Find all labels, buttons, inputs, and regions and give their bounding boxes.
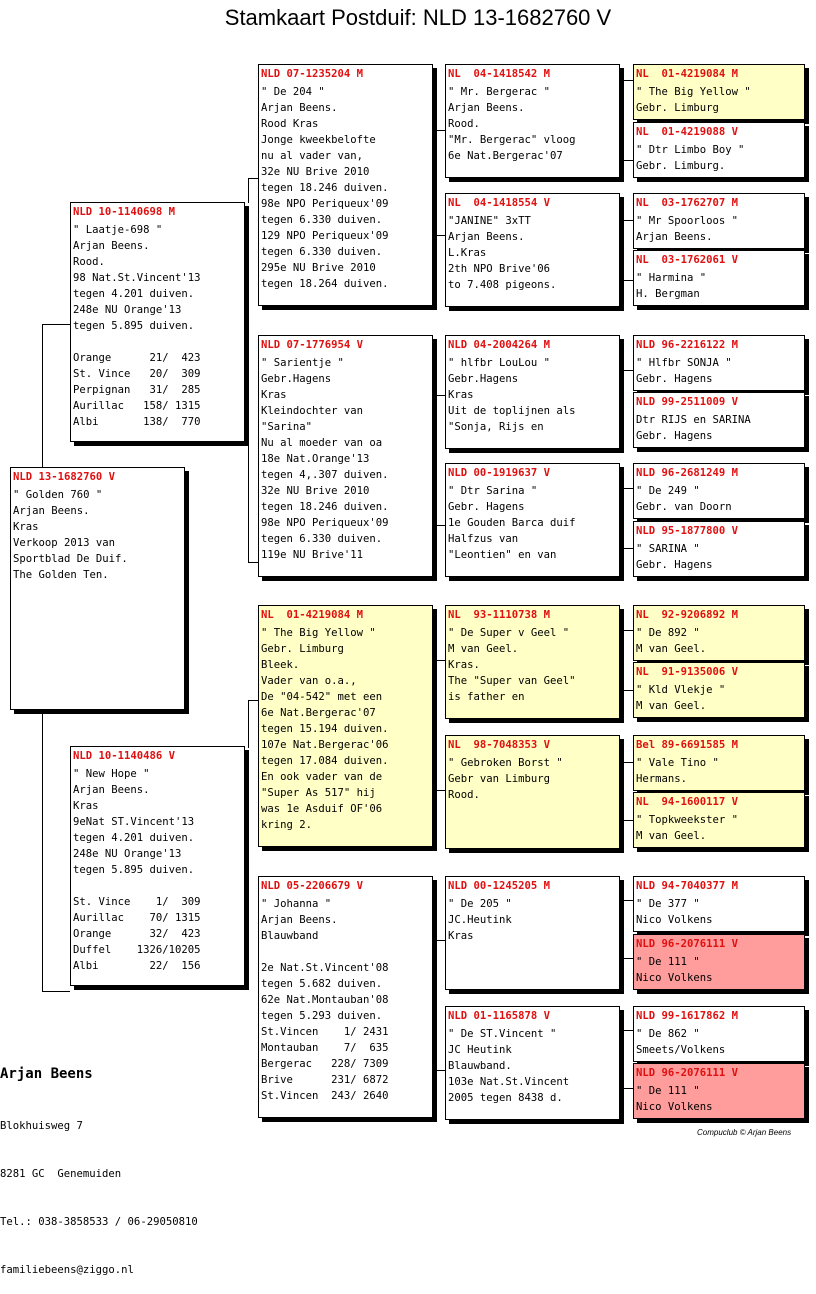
- bird-info-line: 18e Nat.Orange'13: [261, 453, 370, 465]
- bird-info-line: Halfzus van: [448, 533, 519, 545]
- bird-info-line: [73, 334, 242, 350]
- bird-info-line: Perpignan 31/ 285: [73, 384, 201, 396]
- connector-line: [623, 370, 624, 415]
- bird-info-line: Albi 138/ 770: [73, 416, 201, 428]
- bird-info-line: tegen 6.330 duiven.: [261, 214, 383, 226]
- bird-card-mf[interactable]: [258, 605, 433, 847]
- bird-info-line: tegen 4,.307 duiven.: [261, 469, 389, 481]
- bird-info-line: tegen 4.201 duiven.: [73, 832, 195, 844]
- connector-line: [248, 700, 258, 701]
- bird-card-mfm[interactable]: [445, 735, 620, 849]
- bird-info-line: JC Heutink: [448, 1044, 512, 1056]
- connector-line: [435, 1070, 445, 1071]
- bird-card-father[interactable]: [70, 202, 245, 442]
- bird-info-line: H. Bergman: [636, 288, 700, 300]
- bird-info-line: Dtr RIJS en SARINA: [636, 414, 751, 426]
- bird-card-mother[interactable]: [70, 746, 245, 986]
- bird-info-line: 62e Nat.Montauban'08: [261, 994, 389, 1006]
- bird-info-line: " De 111 ": [636, 956, 700, 968]
- bird-info-line: " De 377 ": [636, 898, 700, 910]
- bird-info-line: JC.Heutink: [448, 914, 512, 926]
- bird-info-line: tegen 5.682 duiven.: [261, 978, 383, 990]
- ring-number: NLD 99-2511009 V: [636, 396, 739, 408]
- connector-line: [435, 130, 436, 185]
- bird-info-line: Albi 22/ 156: [73, 960, 201, 972]
- bird-info-line: " De 892 ": [636, 627, 700, 639]
- bird-info-line: Blauwband: [261, 930, 319, 942]
- bird-info-line: to 7.408 pigeons.: [448, 279, 557, 291]
- ring-number: NL 04-1418542 M: [448, 68, 551, 80]
- bird-info-line: 119e NU Brive'11: [261, 549, 364, 561]
- bird-info-line: Aurillac 70/ 1315: [73, 912, 201, 924]
- ring-number: NL 98-7048353 V: [448, 739, 551, 751]
- ring-number: NLD 94-7040377 M: [636, 880, 739, 892]
- connector-line: [623, 690, 633, 691]
- bird-info-line: " Dtr Sarina ": [448, 485, 538, 497]
- connector-line: [248, 178, 249, 203]
- connector-line: [42, 324, 70, 325]
- bird-info-line: Gebr.Hagens: [261, 373, 332, 385]
- connector-line: [42, 714, 43, 991]
- connector-line: [435, 660, 445, 661]
- connector-line: [435, 525, 445, 526]
- bird-info-line: [73, 878, 242, 894]
- bird-info-line: En ook vader van de: [261, 771, 383, 783]
- bird-info-line: Gebr. Hagens: [448, 501, 525, 513]
- bird-info-line: Kras: [73, 800, 99, 812]
- bird-info-line: Verkoop 2013 van: [13, 537, 116, 549]
- connector-line: [435, 395, 436, 465]
- bird-info-line: 9eNat ST.Vincent'13: [73, 816, 195, 828]
- bird-info-line: M van Geel.: [636, 643, 707, 655]
- bird-card-fffm[interactable]: [633, 122, 805, 178]
- bird-info-line: De "04-542" met een: [261, 691, 383, 703]
- bird-info-line: tegen 5.293 duiven.: [261, 1010, 383, 1022]
- bird-info-line: 6e Nat.Bergerac'07: [448, 150, 563, 162]
- bird-info-line: " Johanna ": [261, 898, 332, 910]
- ring-number: NL 93-1110738 M: [448, 609, 551, 621]
- ring-number: NL 92-9206892 M: [636, 609, 739, 621]
- connector-line: [623, 370, 633, 371]
- bird-info-line: Rood.: [73, 256, 105, 268]
- bird-card-fmmf[interactable]: [633, 463, 805, 519]
- bird-info-line: nu al vader van,: [261, 150, 364, 162]
- bird-card-ffm[interactable]: [445, 193, 620, 307]
- bird-info-line: tegen 17.084 duiven.: [261, 755, 389, 767]
- bird-info-line: Gebr. Hagens: [636, 373, 713, 385]
- connector-line: [623, 762, 624, 820]
- ring-number: NLD 13-1682760 V: [13, 471, 116, 483]
- bird-info-line: 2005 tegen 8438 d.: [448, 1092, 563, 1104]
- connector-line: [623, 280, 633, 281]
- bird-info-line: "JANINE" 3xTT: [448, 215, 531, 227]
- bird-info-line: M van Geel.: [636, 700, 707, 712]
- bird-info-line: " Golden 760 ": [13, 489, 103, 501]
- owner-email[interactable]: familiebeens@ziggo.nl: [0, 1264, 134, 1276]
- bird-info-line: " Laatje-698 ": [73, 224, 163, 236]
- connector-line: [623, 80, 624, 160]
- bird-info-line: [261, 944, 430, 960]
- bird-info-line: Kleindochter van: [261, 405, 364, 417]
- bird-info-line: Kras: [261, 389, 287, 401]
- ring-number: NLD 04-2004264 M: [448, 339, 551, 351]
- connector-line: [623, 548, 633, 549]
- bird-info-line: Hermans.: [636, 773, 688, 785]
- connector-line: [435, 660, 436, 790]
- bird-info-line: Arjan Beens.: [73, 784, 150, 796]
- bird-info-line: " De ST.Vincent ": [448, 1028, 557, 1040]
- connector-line: [42, 324, 43, 469]
- bird-info-line: 2e Nat.St.Vincent'08: [261, 962, 389, 974]
- bird-info-line: " Topkweekster ": [636, 814, 739, 826]
- bird-info-line: " Sarientje ": [261, 357, 344, 369]
- bird-info-line: 2th NPO Brive'06: [448, 263, 551, 275]
- bird-card-fmfm[interactable]: [633, 392, 805, 448]
- bird-info-line: " Kld Vlekje ": [636, 684, 726, 696]
- owner-phone: Tel.: 038-3858533 / 06-29050810: [0, 1216, 198, 1228]
- bird-info-line: tegen 15.194 duiven.: [261, 723, 389, 735]
- connector-line: [623, 958, 633, 959]
- bird-info-line: Arjan Beens.: [73, 240, 150, 252]
- bird-info-line: Rood.: [448, 789, 480, 801]
- bird-info-line: 248e NU Orange'13: [73, 304, 182, 316]
- connector-line: [435, 130, 445, 131]
- bird-info-line: Orange 32/ 423: [73, 928, 201, 940]
- ring-number: NLD 96-2076111 V: [636, 938, 739, 950]
- connector-line: [623, 220, 624, 280]
- bird-info-line: Brive 231/ 6872: [261, 1074, 389, 1086]
- bird-info-line: Smeets/Volkens: [636, 1044, 726, 1056]
- bird-info-line: Gebr. Limburg.: [636, 160, 726, 172]
- bird-card-ffff[interactable]: [633, 64, 805, 120]
- connector-line: [623, 160, 633, 161]
- ring-number: NLD 07-1235204 M: [261, 68, 364, 80]
- bird-info-line: Gebr. Limburg: [261, 643, 344, 655]
- bird-info-line: Gebr. Hagens: [636, 430, 713, 442]
- bird-card-mmmm[interactable]: [633, 1063, 805, 1119]
- bird-info-line: Vader van o.a.,: [261, 675, 357, 687]
- owner-name: Arjan Beens: [0, 1066, 93, 1082]
- bird-info-line: Kras: [448, 930, 474, 942]
- bird-info-line: Aurillac 158/ 1315: [73, 400, 201, 412]
- bird-info-line: The Golden Ten.: [13, 569, 109, 581]
- connector-line: [623, 220, 633, 221]
- bird-info-line: "Leontien" en van: [448, 549, 557, 561]
- ring-number: NLD 00-1919637 V: [448, 467, 551, 479]
- ring-number: NLD 07-1776954 V: [261, 339, 364, 351]
- bird-info-line: Gebr van Limburg: [448, 773, 551, 785]
- bird-info-line: Gebr. Hagens: [636, 559, 713, 571]
- bird-info-line: " Hlfbr SONJA ": [636, 357, 732, 369]
- bird-info-line: tegen 18.264 duiven.: [261, 278, 389, 290]
- bird-info-line: Gebr. Limburg: [636, 102, 719, 114]
- bird-info-line: 32e NU Brive 2010: [261, 166, 370, 178]
- connector-line: [623, 630, 624, 690]
- page-title: Stamkaart Postduif: NLD 13-1682760 V: [224, 5, 612, 30]
- bird-info-line: tegen 6.330 duiven.: [261, 246, 383, 258]
- bird-info-line: Arjan Beens.: [261, 914, 338, 926]
- bird-info-line: Orange 21/ 423: [73, 352, 201, 364]
- bird-info-line: was 1e Asduif OF'06: [261, 803, 383, 815]
- connector-line: [623, 762, 633, 763]
- bird-info-line: kring 2.: [261, 819, 313, 831]
- connector-line: [623, 1030, 624, 1088]
- bird-card-mffm[interactable]: [633, 662, 805, 718]
- connector-line: [623, 820, 633, 821]
- bird-info-line: " De 204 ": [261, 86, 325, 98]
- connector-line: [248, 178, 258, 179]
- ring-number: NLD 10-1140486 V: [73, 750, 176, 762]
- bird-info-line: Blauwband.: [448, 1060, 512, 1072]
- bird-card-mmf[interactable]: [445, 876, 620, 990]
- bird-info-line: tegen 18.246 duiven.: [261, 182, 389, 194]
- bird-info-line: 32e NU Brive 2010: [261, 485, 370, 497]
- bird-info-line: " Harmina ": [636, 272, 707, 284]
- bird-info-line: " De Super v Geel ": [448, 627, 570, 639]
- bird-info-line: " Dtr Limbo Boy ": [636, 144, 745, 156]
- ring-number: NL 94-1600117 V: [636, 796, 739, 808]
- bird-info-line: " hlfbr LouLou ": [448, 357, 551, 369]
- bird-card-mfff[interactable]: [633, 605, 805, 661]
- bird-info-line: Montauban 7/ 635: [261, 1042, 389, 1054]
- connector-line: [435, 235, 445, 236]
- bird-card-fmmm[interactable]: [633, 521, 805, 577]
- bird-info-line: Jonge kweekbelofte: [261, 134, 376, 146]
- bird-info-line: Bleek.: [261, 659, 300, 671]
- ring-number: NL 03-1762707 M: [636, 197, 739, 209]
- bird-info-line: " Mr Spoorloos ": [636, 215, 739, 227]
- bird-card-fmff[interactable]: [633, 335, 805, 391]
- ring-number: NLD 95-1877800 V: [636, 525, 739, 537]
- ring-number: NLD 01-1165878 V: [448, 1010, 551, 1022]
- bird-card-mmm[interactable]: [445, 1006, 620, 1120]
- bird-card-fmm[interactable]: [445, 463, 620, 577]
- ring-number: NL 03-1762061 V: [636, 254, 739, 266]
- bird-info-line: L.Kras: [448, 247, 487, 259]
- bird-info-line: Nico Volkens: [636, 1101, 713, 1113]
- bird-info-line: " Vale Tino ": [636, 757, 719, 769]
- connector-line: [248, 700, 249, 748]
- connector-line: [623, 488, 633, 489]
- connector-line: [623, 630, 633, 631]
- bird-card-subject[interactable]: [10, 467, 185, 710]
- ring-number: NLD 96-2681249 M: [636, 467, 739, 479]
- bird-info-line: "Sonja, Rijs en: [448, 421, 544, 433]
- connector-line: [435, 940, 436, 1070]
- bird-info-line: St. Vince 1/ 309: [73, 896, 201, 908]
- bird-info-line: Nu al moeder van oa: [261, 437, 383, 449]
- bird-card-fff[interactable]: [445, 64, 620, 178]
- connector-line: [623, 1088, 633, 1089]
- bird-info-line: St.Vincen 243/ 2640: [261, 1090, 389, 1102]
- bird-info-line: 98e NPO Periqueux'09: [261, 517, 389, 529]
- connector-line: [435, 940, 445, 941]
- bird-card-fm[interactable]: [258, 335, 433, 577]
- bird-card-ffmf[interactable]: [633, 193, 805, 249]
- bird-info-line: " De 111 ": [636, 1085, 700, 1097]
- bird-info-line: " Gebroken Borst ": [448, 757, 563, 769]
- bird-info-line: Arjan Beens.: [13, 505, 90, 517]
- ring-number: NLD 00-1245205 M: [448, 880, 551, 892]
- connector-line: [435, 790, 445, 791]
- bird-info-line: 98e NPO Periqueux'09: [261, 198, 389, 210]
- bird-info-line: Gebr. van Doorn: [636, 501, 732, 513]
- bird-info-line: tegen 18.246 duiven.: [261, 501, 389, 513]
- bird-info-line: 98 Nat.St.Vincent'13: [73, 272, 201, 284]
- bird-info-line: " The Big Yellow ": [261, 627, 376, 639]
- bird-info-line: " De 862 ": [636, 1028, 700, 1040]
- connector-line: [623, 80, 633, 81]
- bird-info-line: " The Big Yellow ": [636, 86, 751, 98]
- bird-card-mmmf[interactable]: [633, 1006, 805, 1062]
- bird-info-line: Arjan Beens.: [448, 102, 525, 114]
- bird-info-line: Nico Volkens: [636, 914, 713, 926]
- bird-info-line: The "Super van Geel": [448, 675, 576, 687]
- bird-info-line: "Mr. Bergerac" vloog: [448, 134, 576, 146]
- ring-number: NL 01-4219088 V: [636, 126, 739, 138]
- bird-info-line: M van Geel.: [448, 643, 519, 655]
- owner-address: Blokhuisweg 7: [0, 1120, 83, 1132]
- bird-card-mfmf[interactable]: [633, 735, 805, 791]
- connector-line: [623, 1030, 633, 1031]
- bird-info-line: St. Vince 20/ 309: [73, 368, 201, 380]
- footer-credit: Compuclub © Arjan Beens: [697, 1128, 792, 1137]
- bird-card-ff[interactable]: [258, 64, 433, 306]
- bird-info-line: Rood Kras: [261, 118, 319, 130]
- connector-line: [248, 562, 258, 563]
- bird-info-line: 248e NU Orange'13: [73, 848, 182, 860]
- bird-info-line: Rood.: [448, 118, 480, 130]
- bird-info-line: Arjan Beens.: [636, 231, 713, 243]
- bird-info-line: Uit de toplijnen als: [448, 405, 576, 417]
- bird-info-line: "Sarina": [261, 421, 313, 433]
- owner-contact: [0, 1034, 198, 1294]
- bird-info-line: 6e Nat.Bergerac'07: [261, 707, 376, 719]
- bird-info-line: tegen 6.330 duiven.: [261, 533, 383, 545]
- ring-number: NL 01-4219084 M: [261, 609, 364, 621]
- bird-info-line: 1e Gouden Barca duif: [448, 517, 576, 529]
- bird-info-line: " New Hope ": [73, 768, 150, 780]
- bird-card-ffmm[interactable]: [633, 250, 805, 306]
- bird-info-line: 129 NPO Periqueux'09: [261, 230, 389, 242]
- bird-info-line: Kras: [448, 389, 474, 401]
- bird-info-line: 103e Nat.St.Vincent: [448, 1076, 570, 1088]
- bird-info-line: " De 205 ": [448, 898, 512, 910]
- bird-card-mm[interactable]: [258, 876, 433, 1118]
- ring-number: NLD 10-1140698 M: [73, 206, 176, 218]
- bird-info-line: Arjan Beens.: [261, 102, 338, 114]
- connector-line: [42, 991, 70, 992]
- connector-line: [248, 442, 249, 562]
- bird-info-line: 107e Nat.Bergerac'06: [261, 739, 389, 751]
- connector-line: [435, 395, 445, 396]
- bird-info-line: is father en: [448, 691, 525, 703]
- bird-info-line: Arjan Beens.: [448, 231, 525, 243]
- bird-card-fmf[interactable]: [445, 335, 620, 449]
- bird-info-line: Bergerac 228/ 7309: [261, 1058, 389, 1070]
- bird-card-mmff[interactable]: [633, 876, 805, 932]
- bird-info-line: Duffel 1326/10205: [73, 944, 201, 956]
- bird-info-line: " Mr. Bergerac ": [448, 86, 551, 98]
- ring-number: NL 01-4219084 M: [636, 68, 739, 80]
- bird-info-line: "Super As 517" hij: [261, 787, 376, 799]
- ring-number: NLD 96-2216122 M: [636, 339, 739, 351]
- ring-number: NLD 05-2206679 V: [261, 880, 364, 892]
- connector-line: [435, 220, 436, 235]
- ring-number: Bel 89-6691585 M: [636, 739, 739, 751]
- ring-number: NL 04-1418554 V: [448, 197, 551, 209]
- owner-city: 8281 GC Genemuiden: [0, 1168, 122, 1180]
- bird-card-mmfm[interactable]: [633, 934, 805, 990]
- bird-info-line: 295e NU Brive 2010: [261, 262, 376, 274]
- connector-line: [623, 900, 624, 958]
- connector-line: [623, 900, 633, 901]
- bird-info-line: M van Geel.: [636, 830, 707, 842]
- connector-line: [623, 488, 624, 548]
- bird-info-line: Sportblad De Duif.: [13, 553, 128, 565]
- bird-info-line: Gebr.Hagens: [448, 373, 519, 385]
- ring-number: NLD 99-1617862 M: [636, 1010, 739, 1022]
- bird-info-line: tegen 5.895 duiven.: [73, 320, 195, 332]
- bird-info-line: tegen 5.895 duiven.: [73, 864, 195, 876]
- bird-info-line: " SARINA ": [636, 543, 700, 555]
- bird-info-line: Nico Volkens: [636, 972, 713, 984]
- bird-info-line: " De 249 ": [636, 485, 700, 497]
- bird-info-line: tegen 4.201 duiven.: [73, 288, 195, 300]
- ring-number: NLD 96-2076111 V: [636, 1067, 739, 1079]
- ring-number: NL 91-9135006 V: [636, 666, 739, 678]
- bird-card-mfmm[interactable]: [633, 792, 805, 848]
- bird-info-line: Kras: [13, 521, 39, 533]
- bird-info-line: Kras.: [448, 659, 480, 671]
- bird-info-line: St.Vincen 1/ 2431: [261, 1026, 389, 1038]
- bird-card-mff[interactable]: [445, 605, 620, 719]
